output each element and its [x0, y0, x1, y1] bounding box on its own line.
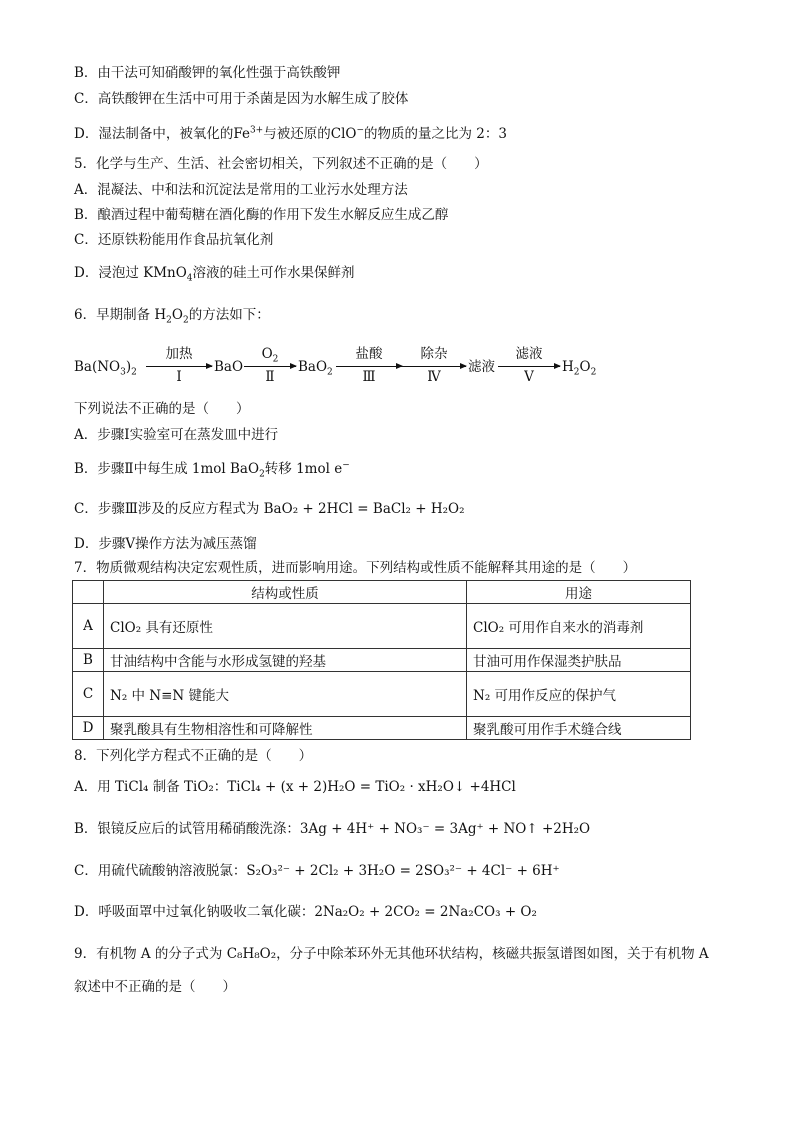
q6-option-b-sup: −: [342, 460, 350, 471]
q7-header-row: [73, 581, 691, 604]
row-label: D: [73, 717, 104, 740]
step5-arrow: [498, 366, 560, 367]
step3-arrow: [336, 366, 402, 367]
q4-option-d: [74, 125, 507, 143]
row-label: A: [73, 604, 104, 649]
q8-option-c: C．用硫代硫酸钠溶液脱氯：S₂O₃²⁻ + 2Cl₂ + 3H₂O = 2SO₃²⁻ + 4Cl⁻ + 6H⁺: [74, 863, 560, 879]
scheme-filtrate: 滤液: [468, 359, 495, 375]
q6-option-c-text: C．步骤Ⅲ涉及的反应方程式为 BaO: [74, 501, 293, 517]
q6-option-b-text-2: 转移 1mol e: [264, 461, 343, 477]
q6-stem-sub-2: 2: [182, 315, 189, 326]
table-row: [73, 649, 691, 672]
q7-stem: 7．物质微观结构决定宏观性质，进而影响用途。下列结构或性质不能解释其用途的是（ ）: [74, 560, 637, 576]
scheme-bao2: BaO$_2$: [298, 359, 333, 378]
step1-arrow: [146, 366, 212, 367]
q4-option-d-text: D．湿法制备中，被氧化的Fe: [74, 126, 250, 142]
q6-option-a: A．步骤Ⅰ实验室可在蒸发皿中进行: [74, 427, 279, 443]
step3-label: Ⅲ: [362, 369, 376, 385]
scheme-end: $H_2O_2$: [562, 359, 597, 378]
q6-option-b-sub: 2: [259, 469, 265, 480]
q8-option-b: B．银镜反应后的试管用稀硝酸洗涤：3Ag + 4H⁺ + NO₃⁻ = 3Ag⁺ + NO↑ +2H₂O: [74, 821, 591, 837]
q5-option-d: [74, 264, 355, 282]
q6-option-c: [74, 500, 464, 518]
q6-stem-text: 6．早期制备 H: [74, 307, 167, 323]
q6-option-d: D．步骤Ⅴ操作方法为减压蒸馏: [74, 536, 257, 552]
q6-stem: [74, 306, 270, 324]
q5-option-d-sub: 4: [186, 273, 193, 284]
q6-option-b: [74, 460, 350, 478]
q4-option-d-charge-2: −: [356, 125, 364, 136]
q4-option-d-text-3: 的物质的量之比为 2：3: [364, 126, 507, 142]
q7-table: [72, 580, 691, 740]
step4-label: Ⅳ: [427, 369, 441, 385]
q6-stem-text-3: 的方法如下：: [188, 307, 270, 323]
q8-option-d: D．呼吸面罩中过氧化钠吸收二氧化碳：2Na₂O₂ + 2CO₂ = 2Na₂CO₃ + O₂: [74, 904, 537, 920]
step2-arrow: [244, 366, 296, 367]
table-row: [73, 717, 691, 740]
step1-reagent: 加热: [165, 346, 193, 362]
q6-prompt: 下列说法不正确的是（ ）: [74, 401, 250, 417]
q4-option-b: B．由干法可知硝酸钾的氧化性强于高铁酸钾: [74, 65, 341, 81]
row-use: 聚乳酸可用作手术缝合线: [467, 717, 691, 740]
step1-label: Ⅰ: [176, 369, 182, 385]
q6-flow-scheme: [74, 344, 634, 388]
row-use: 甘油可用作保湿类护肤品: [467, 649, 691, 672]
q5-option-a: A．混凝法、中和法和沉淀法是常用的工业污水处理方法: [74, 182, 408, 198]
q5-option-c: C．还原铁粉能用作食品抗氧化剂: [74, 232, 274, 248]
q6-stem-sub: 2: [166, 315, 172, 326]
row-structure: 聚乳酸具有生物相溶性和可降解性: [104, 717, 467, 740]
table-row: [73, 604, 691, 649]
step5-label: Ⅴ: [524, 369, 534, 385]
table-row: [73, 672, 691, 717]
q7-header-blank: [73, 581, 104, 604]
row-label: B: [73, 649, 104, 672]
step5-reagent: 滤液: [515, 346, 543, 362]
q4-option-d-charge: 3+: [249, 125, 264, 136]
q5-option-d-text: D．浸泡过 KMnO: [74, 265, 187, 281]
q9-stem-line2: 叙述中不正确的是（ ）: [74, 979, 236, 995]
q8-option-a: A．用 TiCl₄ 制备 TiO₂：TiCl₄ + (x + 2)H₂O = TiO₂ · xH₂O↓ +4HCl: [74, 779, 516, 795]
q8-stem: 8．下列化学方程式不正确的是（ ）: [74, 748, 313, 764]
step4-arrow: [402, 366, 466, 367]
row-label: C: [73, 672, 104, 717]
row-use: N₂ 可用作反应的保护气: [467, 672, 691, 717]
row-structure: ClO₂ 具有还原性: [104, 604, 467, 649]
q6-option-b-text: B．步骤Ⅱ中每生成 1mol BaO: [74, 461, 260, 477]
q6-stem-text-2: O: [171, 307, 183, 323]
row-use: ClO₂ 可用作自来水的消毒剂: [467, 604, 691, 649]
q7-header-use: 用途: [467, 581, 691, 604]
scheme-start: $Ba(NO_3)_2$: [74, 359, 137, 378]
scheme-bao: BaO: [214, 359, 244, 375]
step4-reagent: 除杂: [420, 346, 448, 362]
row-structure: N₂ 中 N≡N 键能大: [104, 672, 467, 717]
step3-reagent: 盐酸: [355, 346, 383, 362]
q9-stem-line1: 9．有机物 A 的分子式为 C₈H₈O₂，分子中除苯环外无其他环状结构，核磁共振氢谱图如图，关于有机物 A: [74, 946, 709, 962]
q7-header-structure: 结构或性质: [104, 581, 467, 604]
q5-option-b: B．酿酒过程中葡萄糖在酒化酶的作用下发生水解反应生成乙醇: [74, 207, 449, 223]
q6-option-c-equation: ₂ + 2HCl = BaCl₂ + H₂O₂: [292, 501, 465, 517]
q5-option-d-text-2: 溶液的硅土可作水果保鲜剂: [192, 265, 355, 281]
q4-option-d-text-2: 与被还原的ClO: [263, 126, 357, 142]
step2-reagent: $O_2$: [261, 346, 279, 365]
q4-option-c: C．高铁酸钾在生活中可用于杀菌是因为水解生成了胶体: [74, 91, 409, 107]
q5-stem: 5．化学与生产、生活、社会密切相关，下列叙述不正确的是（ ）: [74, 156, 488, 172]
row-structure: 甘油结构中含能与水形成氢键的羟基: [104, 649, 467, 672]
step2-label: Ⅱ: [265, 369, 275, 385]
